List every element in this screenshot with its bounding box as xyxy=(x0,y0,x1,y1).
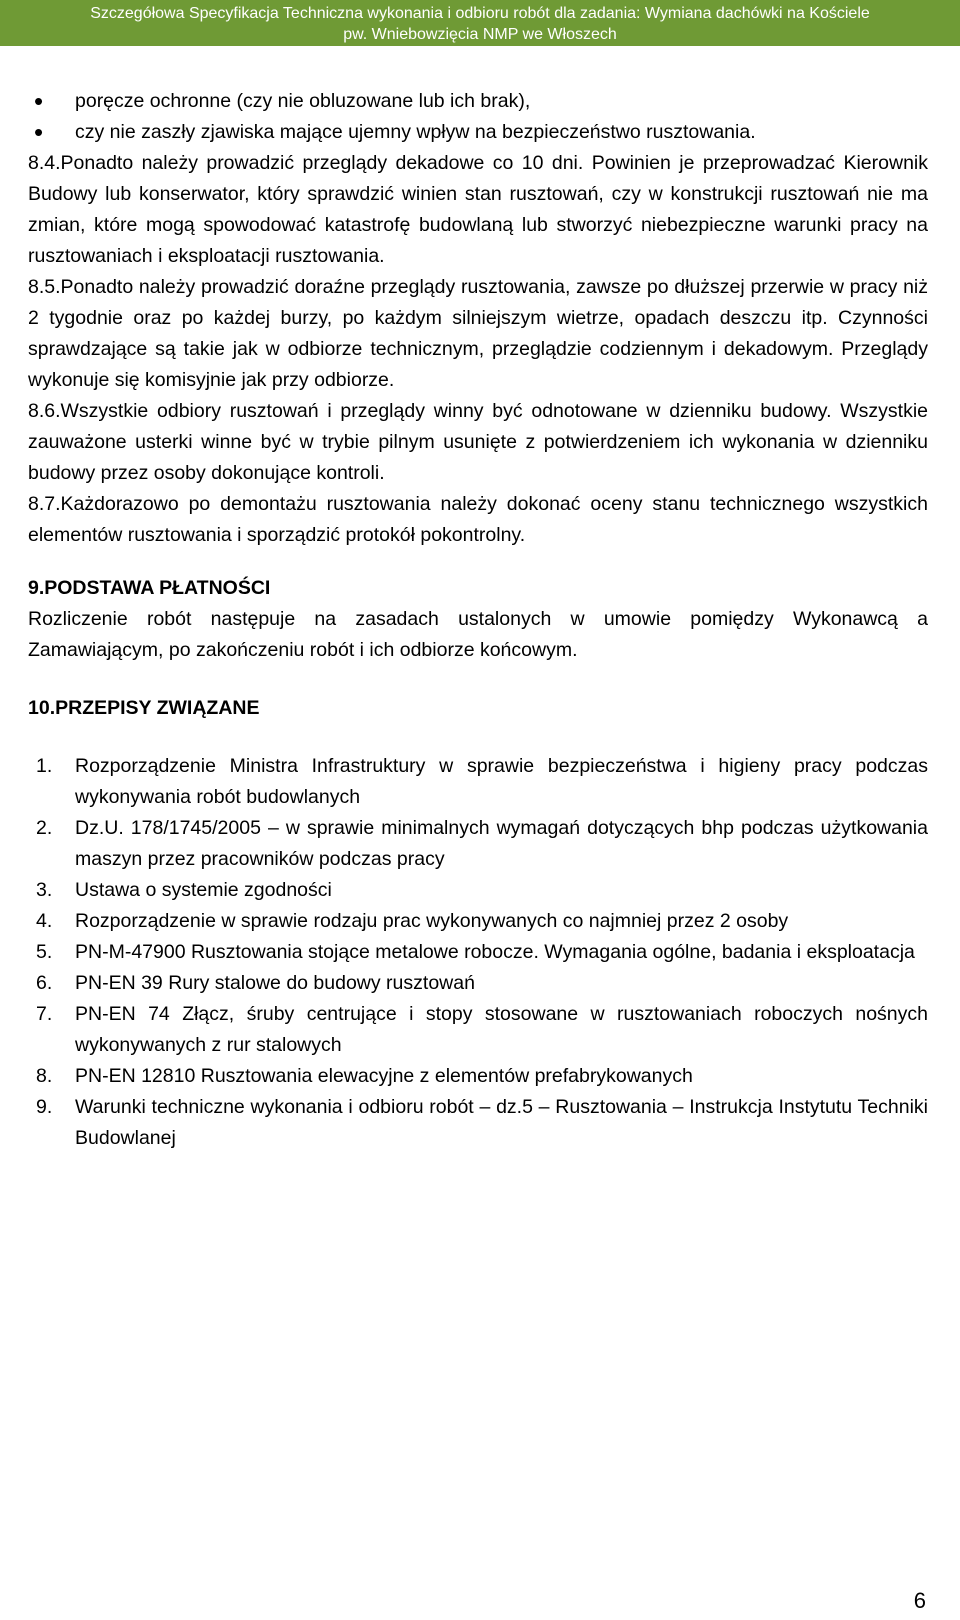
reference-number: 7. xyxy=(36,1003,53,1025)
reference-item xyxy=(28,1092,928,1154)
reference-text: Rozporządzenie w sprawie rodzaju prac wykonywanych co najmniej przez 2 osoby xyxy=(75,910,789,932)
header-title-line2: pw. Wniebowzięcia NMP we Włoszech xyxy=(343,26,617,43)
reference-number: 8. xyxy=(36,1065,53,1087)
page-number: 6 xyxy=(913,1588,926,1613)
reference-number: 2. xyxy=(36,817,53,839)
references-list xyxy=(28,751,928,1154)
bullet-item: • czy nie zaszły zjawiska mające ujemny wpływ na bezpieczeństwo rusztowania. xyxy=(28,117,928,148)
reference-item xyxy=(28,999,928,1061)
header-title-line1: Szczegółowa Specyfikacja Techniczna wykonania i odbioru robót dla zadania: Wymiana dachówki na Kościele xyxy=(90,5,870,22)
paragraph-8-7: 8.7.Każdorazowo po demontażu rusztowania należy dokonać oceny stanu technicznego wszystkich elementów rusztowania i sporządzić protokół pokontrolny. xyxy=(28,493,928,546)
reference-text: Rozporządzenie Ministra Infrastruktury w sprawie bezpieczeństwa i higieny pracy podczas wykonywania robót budowlanych xyxy=(75,755,928,808)
reference-text: PN-EN 12810 Rusztowania elewacyjne z elementów prefabrykowanych xyxy=(75,1065,693,1087)
reference-text: PN-EN 39 Rury stalowe do budowy rusztowań xyxy=(75,972,475,994)
reference-number: 6. xyxy=(36,972,53,994)
page-header xyxy=(0,0,960,46)
section-10-heading: 10.PRZEPISY ZWIĄZANE xyxy=(28,697,260,719)
reference-item xyxy=(28,813,928,875)
reference-number: 9. xyxy=(36,1096,53,1118)
reference-text: PN-EN 74 Złącz, śruby centrujące i stopy stosowane w rusztowaniach roboczych nośnych wykonywanych z rur stalowych xyxy=(75,1003,928,1056)
reference-text: Warunki techniczne wykonania i odbioru robót – dz.5 – Rusztowania – Instrukcja Instytutu Techniki Budowlanej xyxy=(75,1096,928,1149)
reference-item xyxy=(28,875,928,906)
reference-text: Ustawa o systemie zgodności xyxy=(75,879,332,901)
section-9-heading: 9.PODSTAWA PŁATNOŚCI xyxy=(28,577,271,599)
section-9-text: Rozliczenie robót następuje na zasadach ustalonych w umowie pomiędzy Wykonawcą a Zamawiającym, po zakończeniu robót i ich odbiorze końcowym. xyxy=(28,608,928,661)
reference-number: 1. xyxy=(36,755,53,777)
paragraph-8-5: 8.5.Ponadto należy prowadzić doraźne przeglądy rusztowania, zawsze po dłuższej przerwie w pracy niż 2 tygodnie oraz po każdej burzy, po każdym silniejszym wietrze, opadach deszczu itp. Czynności sprawdzające są takie jak w odbiorze technicznym, przeglądzie codziennym i dekadowym. Przeglądy wykonuje się komisyjnie jak przy odbiorze. xyxy=(28,276,928,391)
reference-number: 3. xyxy=(36,879,53,901)
reference-number: 5. xyxy=(36,941,53,963)
reference-item xyxy=(28,1061,928,1092)
reference-text: PN-M-47900 Rusztowania stojące metalowe robocze. Wymagania ogólne, badania i eksploatacja xyxy=(75,941,915,963)
reference-number: 4. xyxy=(36,910,53,932)
reference-text: Dz.U. 178/1745/2005 – w sprawie minimalnych wymagań dotyczących bhp podczas użytkowania maszyn przez pracowników podczas pracy xyxy=(75,817,928,870)
bullet-list xyxy=(28,86,928,148)
paragraph-8-4: 8.4.Ponadto należy prowadzić przeglądy dekadowe co 10 dni. Powinien je przeprowadzać Kierownik Budowy lub konserwator, który sprawdzić winien stan rusztowań, czy w konstrukcji rusztowań nie ma zmian, które mogą spowodować katastrofę budowlaną lub stworzyć niebezpieczne warunki pracy na rusztowaniach i eksploatacji rusztowania. xyxy=(28,152,928,267)
reference-item xyxy=(28,906,928,937)
bullet-item: • poręcze ochronne (czy nie obluzowane lub ich brak), xyxy=(28,86,928,117)
paragraph-8-6: 8.6.Wszystkie odbiory rusztowań i przeglądy winny być odnotowane w dzienniku budowy. Wszystkie zauważone usterki winne być w trybie pilnym usunięte z potwierdzeniem ich wykonania w dzienniku budowy przez osoby dokonujące kontroli. xyxy=(28,400,928,484)
reference-item xyxy=(28,937,928,968)
reference-item xyxy=(28,968,928,999)
reference-item xyxy=(28,751,928,813)
document-body xyxy=(28,86,928,1154)
